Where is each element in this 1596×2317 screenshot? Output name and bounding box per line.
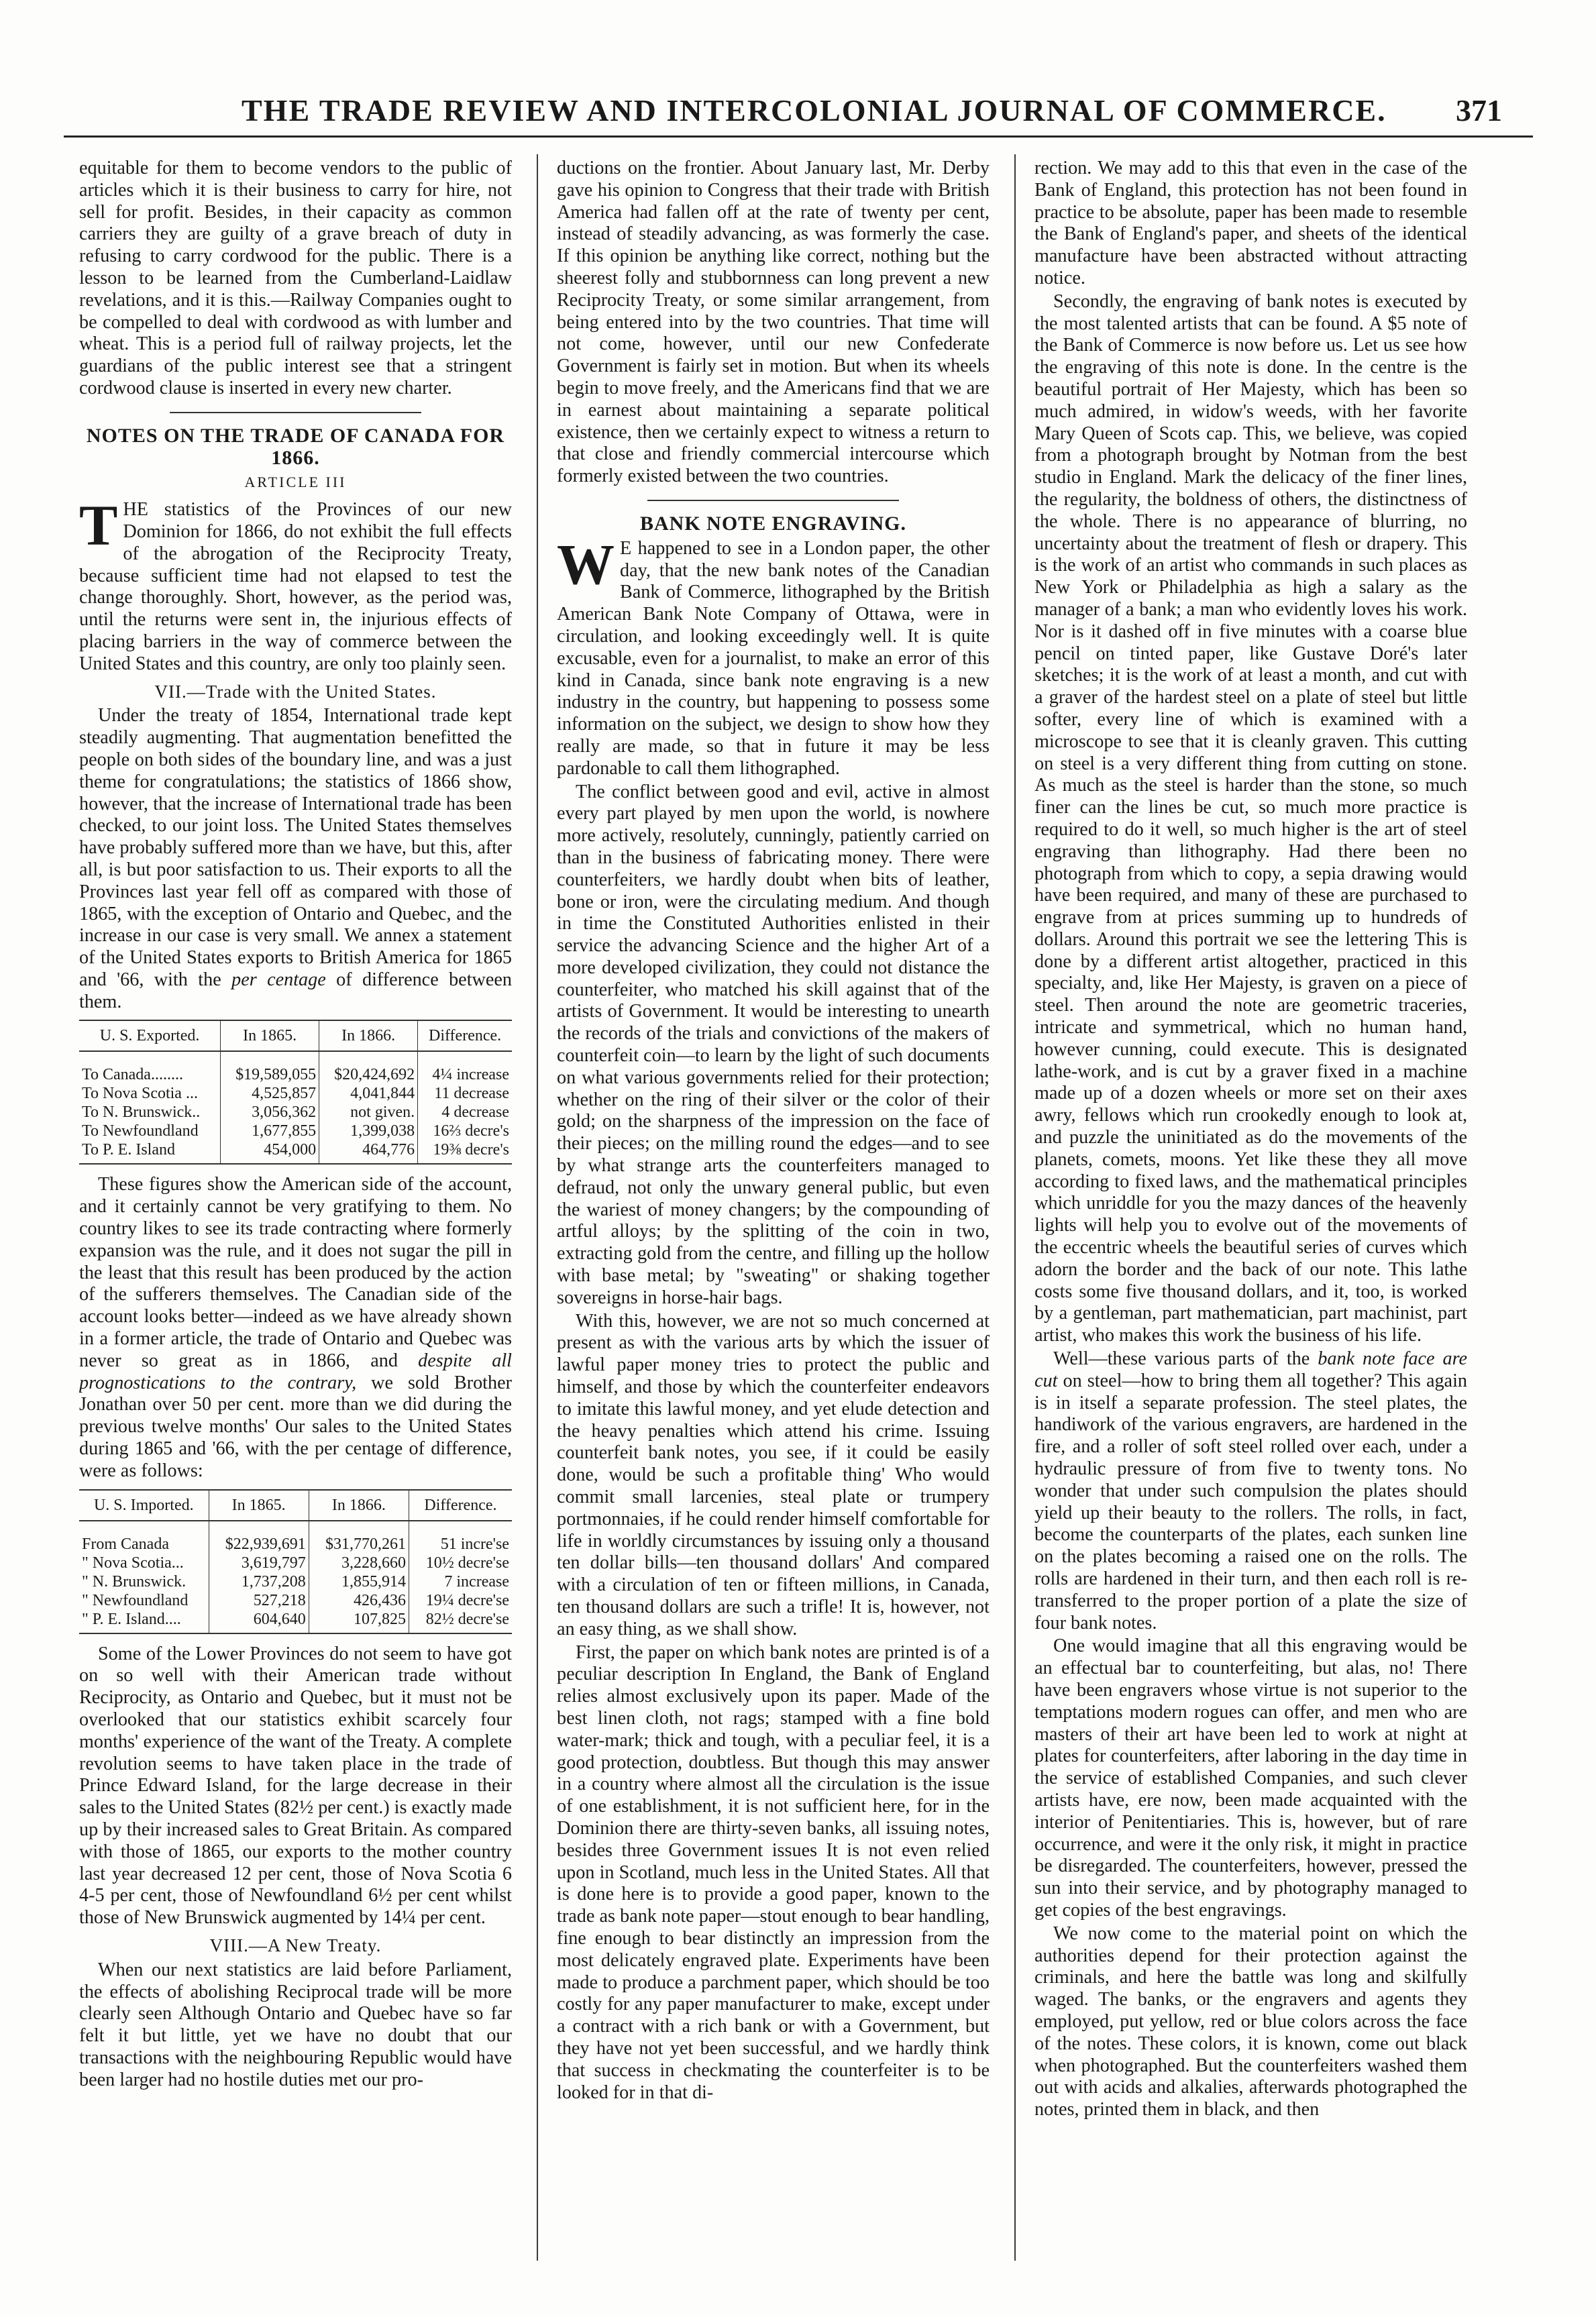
paragraph: One would imagine that all this engraving would be an effectual bar to counterfeiting, but alas, no! There have been engravers whose virtue is not superior to the temptations modern rogues can offer, and men who are masters of their art have been led to work at night at plates for counterfeiters, after laboring in the day time in the service of established Companies, and such clever artists have, ere now, been made acquainted with the interior of Penitentiaries. This is, however, but of rare occurrence, and were it the only risk, it might in practice be disregarded. The counterfeiters, however, pressed the sun into their service, and by photography managed to get copies of the best engravings. xyxy=(1034,1635,1467,1921)
page-number: 371 xyxy=(1456,93,1502,127)
table-header: In 1866. xyxy=(319,1020,418,1051)
article-headline: NOTES ON THE TRADE OF CANADA FOR 1866. xyxy=(86,424,505,469)
paragraph: When our next statistics are laid before Parliament, the effects of abolishing Reciprocal trade will be more clearly seen Although Ontario and Quebec have so far felt it but little, yet we have no doubt that our transactions with the neighbouring Republic would have been larger had no hostile duties met our pro- xyxy=(79,1959,512,2090)
column-1 xyxy=(79,158,512,2257)
table-row: To Canada........ $19,589,055 $20,424,692 4¼ increase xyxy=(79,1065,512,1084)
us-exports-table xyxy=(79,1020,512,1165)
table-header: In 1866. xyxy=(309,1490,409,1521)
paragraph: W E happened to see in a London paper, the other day, that the new bank notes of the Canadian Bank of Commerce, lithographed by the British American Bank Note Company of Ottawa, were in circulation, and looking exceedingly well. It is quite excusable, even for a journalist, to make an error of this kind in Canada, since bank note engraving is a new industry in the country, but happening to possess some information on the subject, we design to show how they really are made, so that in future it may be less pardonable to call them lithographed. xyxy=(557,531,990,779)
us-imports-table xyxy=(79,1489,512,1634)
table-row: " Nova Scotia... 3,619,797 3,228,660 10½ decre'se xyxy=(79,1554,512,1572)
column-rule xyxy=(1014,154,1016,2261)
table-header: In 1865. xyxy=(221,1020,319,1051)
paragraph: These figures show the American side of the account, and it certainly cannot be very gratifying to them. No country likes to see its trade contracting where formerly expansion was the rule, and it does not sugar the pill in the least that this result has been produced by the action of the sufferers themselves. The Canadian side of the account looks better—indeed as we have already shown in a former article, the trade of Ontario and Quebec was never so great as in 1866, and despite all prognostications to the contrary, we sold Brother Jonathan over 50 per cent. more than we did during the previous twelve months' Our sales to the United States during 1865 and '66, with the per centage of difference, were as follows: xyxy=(79,1174,512,1481)
paragraph: Some of the Lower Provinces do not seem to have got on so well with their American trade without Reciprocity, as Ontario and Quebec, but it must not be overlooked that our statistics exhibit scarcely four months' experience of the want of the Treaty. A complete revolution seems to have taken place in the trade of Prince Edward Island, for the large decrease in their sales to the United States (82½ per cent.) is exactly made up by their increased sales to Great Britain. As compared with those of 1865, our exports to the mother country last year decreased 12 per cent, those of Nova Scotia 6 4-5 per cent, those of Newfoundland 6½ per cent whilst those of New Brunswick augmented by 14¼ per cent. xyxy=(79,1643,512,1929)
table-row: To N. Brunswick.. 3,056,362 not given. 4 decrease xyxy=(79,1103,512,1122)
paragraph: Secondly, the engraving of bank notes is executed by the most talented artists that can be found. A $5 note of the Bank of Commerce is now before us. Let us see how the engraving of this note is done. In the centre is the beautiful portrait of Her Majesty, which has been so much admired, in widow's weeds, with her favorite Mary Queen of Scots cap. This, we believe, was copied from a photograph brought by Notman from the best studio in England. Mark the delicacy of the finer lines, the regularity, the boldness of others, the distinctness of the whole. There is no appearance of blurring, no uncertainty about the treatment of flesh or drapery. This is the work of an artist who commands in such places as New York or Philadelphia as high a salary as the manager of a bank; a man who evidently loves his work. Nor is it dashed off in five minutes with a coarse blue pencil on tinted paper, like Gustave Doré's later sketches; it is the work of at least a month, and cut with a graver of the hardest steel on a plate of steel but little softer, every line of which is examined with a microscope to see that it is cleanly graven. This cutting on steel is a very different thing from cutting on stone. As much as the steel is harder than the stone, so much finer can the lines be cut, so much more practice is required to do it well, so much higher is the art of steel engraving than lithography. Had there been no photograph from which to copy, a sepia drawing would have been required, and many of these are purchased to engrave from at prices summing up to hundreds of dollars. Around this portrait we see the lettering This is done by a different artist altogether, practiced in this specialty, and, like Her Majesty, is graven on a piece of steel. Then around the note are geometric traceries, intricate and symmetrical, which no human hand, however cunning, could execute. This is designated lathe-work, and is cut by a graver fixed in a machine made up of a dozen wheels or more set on their axes awry, fellows which run crookedly enough to look at, and puzzle the uninitiated as do the movements of the planets, comets, moons. Yet like these they all move according to fixed laws, and the mathematical principles which unriddle for you the mazy dances of the heavenly lights will help you to evolve out of the movements of the eccentric wheels the beautiful series of curves which adorn the border and the back of our note. This lathe costs some five thousand dollars, and it, too, is worked by a gentleman, part mathematician, part machinist, part artist, who makes this work the business of his life. xyxy=(1034,290,1467,1346)
paragraph: The conflict between good and evil, active in almost every part played by men upon the world, is nowhere more actively, resolutely, cunningly, patiently carried on than in the business of fabricating money. There were counterfeiters, we hardly doubt when bits of leather, bone or iron, were the circulating medium. And though in time the Constituted Authorities enlisted in their service the advancing Science and the higher Art of a more developed civilization, they could not distance the counterfeiter, who matched his skill against that of the artists of Government. It would be interesting to unearth the records of the trials and convictions of the makers of counterfeit coin—to learn by the light of such documents on what various governments relied for their protection; whether on the ring of their silver or the color of their gold; on the sharpness of the impression on the face of their pieces; on the milling round the edges—and to see by what strange arts the counterfeiters managed to defraud, not only the unwary general public, but even the wariest of money changers; by the compounding of artful alloys; by the splitting of the coin in two, extracting gold from the centre, and filling up the hollow with base metal; by "sweating" or shaking together sovereigns in horse-hair bags. xyxy=(557,781,990,1308)
running-head xyxy=(0,86,1596,140)
table-row: From Canada $22,939,691 $31,770,261 51 incre'se xyxy=(79,1535,512,1554)
table-row: To Newfoundland 1,677,855 1,399,038 16⅔ decre's xyxy=(79,1122,512,1140)
column-3 xyxy=(1034,158,1467,2257)
article-subhead: ARTICLE III xyxy=(244,474,347,491)
table-row: " Newfoundland 527,218 426,436 19¼ decre'se xyxy=(79,1591,512,1610)
table-header: U. S. Exported. xyxy=(79,1020,221,1051)
article-continuation: ductions on the frontier. About January last, Mr. Derby gave his opinion to Congress that their trade with British America had fallen off at the rate of twenty per cent, instead of steadily advancing, as was formerly the case. If this opinion be anything like correct, nothing but the sheerest folly and stubbornness can long prevent a new Reciprocity Treaty, or some similar arrangement, from being entered into by the two countries. That time will not come, however, until our new Confederate Government is fairly set in motion. But when its wheels begin to move freely, and the Americans find that we are in earnest about maintaining a separate political existence, then we certainly expect to witness a return to that close and friendly commercial intercourse which formerly existed between the two countries. xyxy=(557,158,990,487)
article-continuation: equitable for them to become vendors to the public of articles which it is their business to carry for hire, not sell for profit. Besides, in their capacity as common carriers they are guilty of a grave breach of duty in refusing to carry cordwood for the public. There is a lesson to be learned from the Cumberland-Laidlaw revelations, and it is this.—Railway Companies ought to be compelled to deal with cordwood as with lumber and wheat. This is a period full of railway projects, let the guardians of the public interest see that a stringent cordwood clause is inserted in every new charter. xyxy=(79,158,512,398)
section-heading: VII.—Trade with the United States. xyxy=(154,681,437,702)
column-rule xyxy=(537,154,538,2261)
column-2 xyxy=(557,158,990,2257)
table-header: In 1865. xyxy=(209,1490,309,1521)
journal-title: THE TRADE REVIEW AND INTERCOLONIAL JOURNAL OF COMMERCE. xyxy=(242,93,1387,127)
article-headline: BANK NOTE ENGRAVING. xyxy=(639,512,906,535)
paragraph: Well—these various parts of the bank note face are cut on steel—how to bring them all together? This again is in itself a separate profession. The steel plates, the handiwork of the various engravers, are hardened in the fire, and a roller of soft steel rolled over each, under a hydraulic pressure of from five to twenty tons. No wonder that under such compulsion the plates should yield up their beauty to the rollers. The rolls, in fact, become the counterparts of the plates, each sunken line on the plates becoming a raised one on the rolls. The rolls are hardened in their turn, and then each roll is re-transferred to the proper portion of a plate the size of four bank notes. xyxy=(1034,1348,1467,1633)
article-separator xyxy=(170,412,421,413)
section-heading: VIII.—A New Treaty. xyxy=(209,1935,382,1955)
table-header: Difference. xyxy=(409,1490,512,1521)
paragraph: First, the paper on which bank notes are printed is of a peculiar description In England, the Bank of England relies almost exclusively upon its paper. Made of the best linen cloth, not rags; stamped with a fine bold water-mark; thick and tough, with a peculiar feel, it is a good protection, doubtless. But though this may answer in a country where almost all the circulation is the issue of one establishment, it is not sufficient here, for in the Dominion there are thirty-seven banks, all issuing notes, besides three Government issues It is not even relied upon in Scotland, much less in the United States. All that is done here is to provide a good paper, known to the trade as bank note paper—stout enough to bear handling, fine enough to bear distinctly an impression from the most delicately engraved plate. Experiments have been made to produce a parchment paper, which should be too costly for any paper manufacturer to make, except under a contract with a rich bank or with a Government, but they have not yet been successful, and we hardly think that success in checkmating the counterfeiter is to be looked for in that di- xyxy=(557,1641,990,2103)
paragraph: We now come to the material point on which the authorities depend for their protection against the criminals, and here the battle was long and skilfully waged. The banks, or the engravers and agents they employed, put yellow, red or blue colors across the face of the notes. These colors, it is known, come out black when photographed. But the counterfeiters washed them out with acids and alkalies, afterwards photographed the notes, printed them in black, and then xyxy=(1034,1923,1467,2120)
article-separator xyxy=(647,500,898,501)
table-row: " P. E. Island.... 604,640 107,825 82½ decre'se xyxy=(79,1610,512,1633)
paragraph: With this, however, we are not so much concerned at present as with the various arts by which the issuer of lawful paper money tries to protect the public and himself, and those by which the counterfeiter endeavors to imitate this lawful money, and yet elude detection and the heavy penalties which attend his crime. Issuing counterfeit bank notes, you see, if it could be easily done, would be such a profitable thing' Who would commit small larcenies, steal plate or trumpery portmonnaies, if he could render himself comfortable for life in worldly circumstances by issuing only a thousand ten dollar bills—ten thousand dollars' And compared with a circulation of ten or fifteen millions, in Canada, ten thousand dollars are such a trifle! It is, however, not an easy thing, as we shall show. xyxy=(557,1310,990,1639)
table-header: U. S. Imported. xyxy=(79,1490,209,1521)
table-row: To P. E. Island 454,000 464,776 19⅜ decre's xyxy=(79,1140,512,1164)
article-continuation: rection. We may add to this that even in the case of the Bank of England, this protection has not been found in practice to be absolute, paper has been made to resemble the Bank of England's paper, and sheets of the identical manufacture have been abstracted without attracting notice. xyxy=(1034,158,1467,288)
drop-cap: W xyxy=(557,531,615,596)
drop-cap: T xyxy=(79,493,118,558)
paragraph: THE statistics of the Provinces of our new Dominion for 1866, do not exhibit the full effects of the abrogation of the Reciprocity Treaty, because sufficient time had not elapsed to test the change thoroughly. Short, however, as the period was, until the returns were sent in, the injurious effects of placing barriers in the way of commerce between the United States and this country, are only too plainly seen. xyxy=(79,493,512,674)
paragraph: Under the treaty of 1854, International trade kept steadily augmenting. That augmentation benefitted the people on both sides of the boundary line, and was a just theme for congratulations; the statistics of 1866 show, however, that the increase of International trade has been checked, to our joint loss. The United States themselves have probably suffered more than we have, but this, after all, is but poor satisfaction to us. Their exports to all the Provinces last year fell off as compared with those of 1865, with the exception of Ontario and Quebec, and the increase in our case is very small. We annex a statement of the United States exports to British America for 1865 and '66, with the per centage of difference between them. xyxy=(79,705,512,1012)
table-header: Difference. xyxy=(418,1020,512,1051)
table-row: " N. Brunswick. 1,737,208 1,855,914 7 increase xyxy=(79,1572,512,1591)
table-row: To Nova Scotia ... 4,525,857 4,041,844 11 decrease xyxy=(79,1084,512,1103)
header-rule xyxy=(64,136,1533,138)
